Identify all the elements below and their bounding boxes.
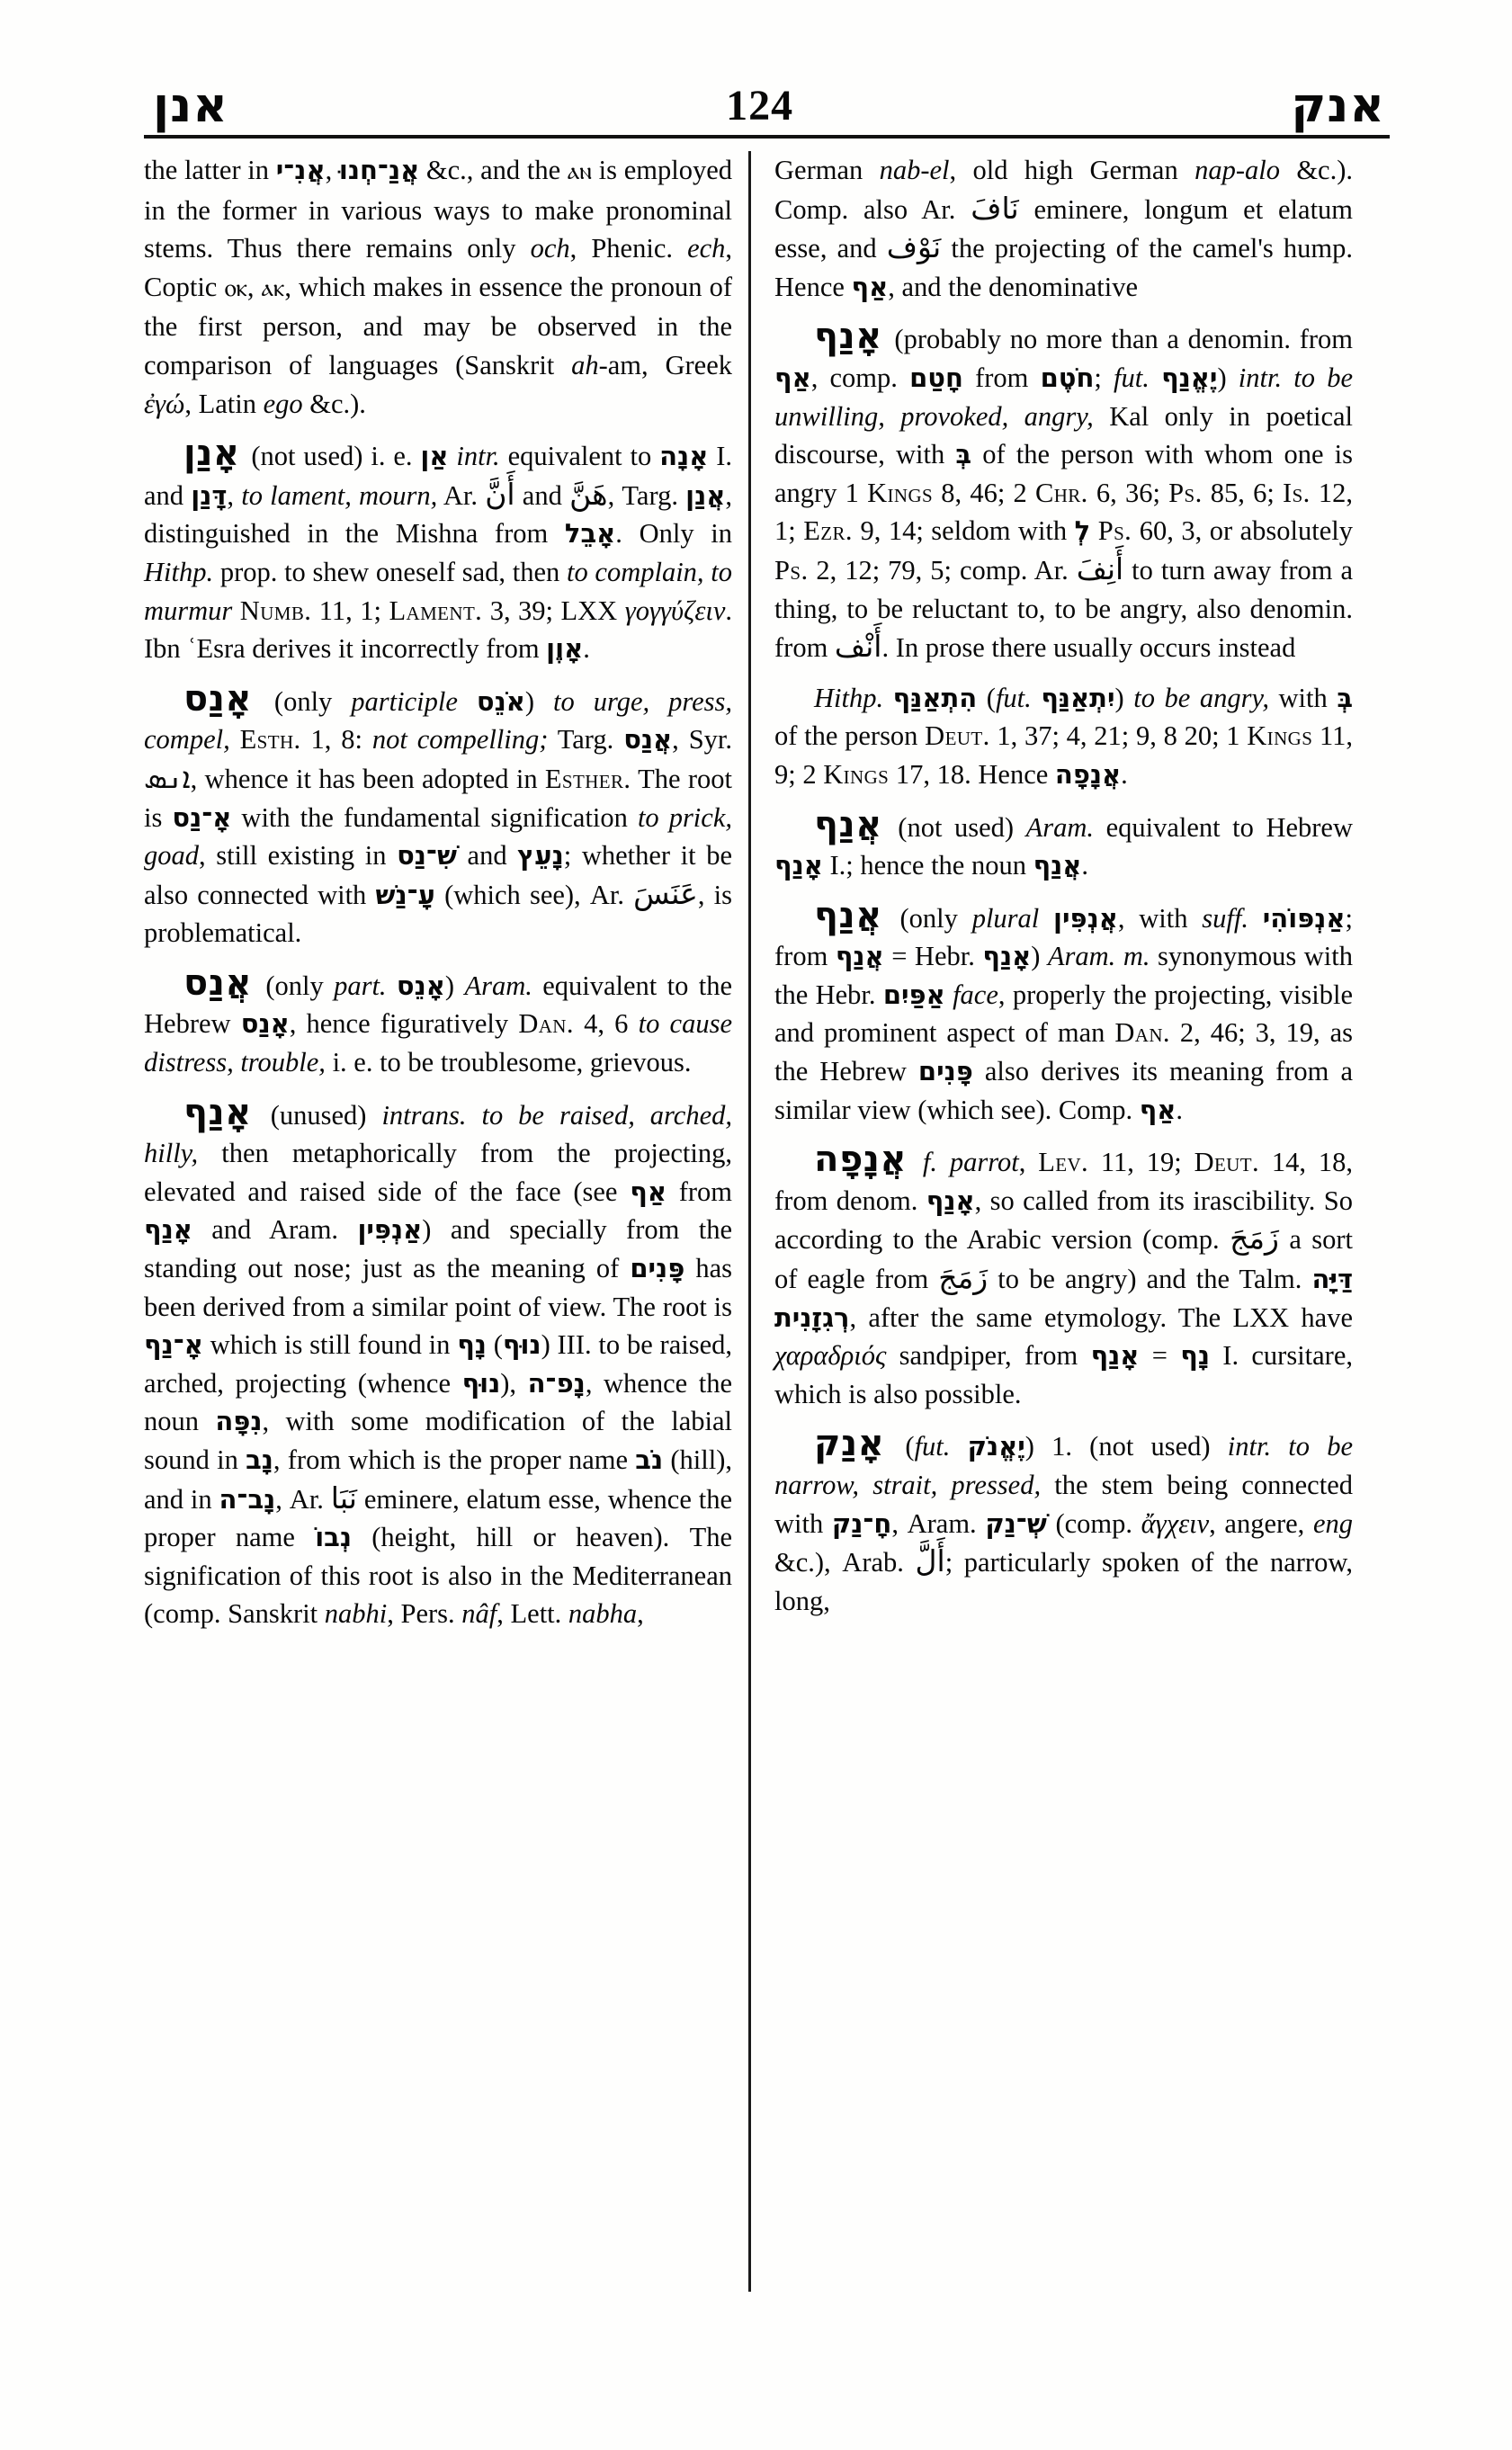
column-right [748,151,1353,2292]
arabic-word: نَافَ [971,190,1019,226]
entry-headword: אֲנַף [814,803,882,845]
dictionary-entry: אָנַף (unused) intrans. to be raised, arched, hilly, then metaphorically from the projecting, elevated and raised side of the face (see אַף from אָנַף and Aram. אַנְפִּין) and specially from the standing out nose; just as the meaning of פָּנִים has been derived from a similar point of view. The root is אָ־נַף which is still found in נָף (נוּף) III. to be raised, arched, projecting (whence נוּף), נָפ־ה, whence the noun נִפָּה, with some modification of the labial sound in נָב, from which is the proper name נֹב (hill), and in נָב־ה, Ar. نَبَا eminere, elatum esse, whence the proper name נְבוֹ (height, hill or heaven). The signification of this root is also in the Mediterranean (comp. Sanskrit nabhi, Pers. nâf, Lett. nabha, [144,1091,733,1630]
hebrew-word: אַף [851,271,889,302]
hebrew-word: נֹב [635,1444,664,1475]
hebrew-word: אָ־נַף [144,1329,203,1361]
column-container [144,151,1390,2292]
hebrew-word: אַנְפִּין [357,1214,423,1246]
hebrew-word: אָבֵל [564,518,616,550]
hebrew-word: נָף [1180,1340,1210,1372]
hebrew-word: אָנַף [926,1185,975,1216]
dictionary-entry: אָנַן (not used) i. e. אַן intr. equivalent to אָנָה I. and דָּנַן, to lament, mourn, Ar. أَنَّ and هَنَّ, Targ. אֲנַן, distinguished in the Mishna from אָבֵל. Only in Hithp. prop. to shew oneself sad, then to complain, to murmur Numb. 11, 1; Lament. 3, 39; LXX γογγύζειν. Ibn ʿEsra derives it incorrectly from אָוֶן. [144,433,733,665]
dictionary-entry: אֲנַס (only part. אָנֵס) Aram. equivalent to the Hebrew אָנַס, hence figuratively Dan. 4, 6 to cause distress, trouble, i. e. to be troublesome, grievous. [144,961,732,1078]
hebrew-word: אֲנַף [1033,850,1082,881]
hebrew-word: אֲנְפִּין [1053,902,1118,934]
hebrew-word: יֶאֱנֹק [967,1431,1025,1462]
hebrew-word: נָפ־ה [527,1367,586,1399]
hebrew-word: אָנַף [144,1214,192,1246]
arabic-word: هَنَّ [569,476,608,512]
hebrew-word: דַּיָּה רְגִזָנִית [774,1264,1353,1333]
running-head [153,56,1385,131]
hebrew-word: חָטַם [909,362,963,393]
hebrew-word: חָ־נַק [831,1507,892,1539]
hebrew-word: נָב־ה [219,1483,276,1515]
entry-headword: אָנַס [183,677,252,720]
entry-headword: אָנַף [183,1091,252,1133]
hebrew-word: נוּף [502,1329,541,1361]
greek-word: ἐγώ [144,388,185,419]
hebrew-word: עָ־נַשׁ [375,879,435,910]
hebrew-word: אֲנִ־י [275,155,326,185]
arabic-word: عَنَسَ [633,875,698,911]
coptic-letters: ⲁⲛ [567,157,592,185]
dictionary-entry: אֲנָפָה f. parrot, Lev. 11, 19; Deut. 14, 18, from denom. אָנַף, so called from its irascibility. So according to the Arabic version (comp. زَمَجَ a sort of eagle from زَمَجَ to be angry) and the Talm. דַּיָּה רְגִזָנִית, after the same etymology. The LXX have χαραδριός sandpiper, from אָנַף = נָף I. cursitare, which is also possible. [774,1139,1354,1409]
dictionary-entry: אָנַק (fut. יֶאֱנֹק) 1. (not used) intr. to be narrow, strait, pressed, the stem being connected with חָ־נַק, Aram. שְׁ־נַק (comp. ἄγχειν, angere, eng &c.), Arab. أَلَّ; particularly spoken of the narrow, long, [774,1423,1353,1616]
hebrew-word: לְ [1074,515,1091,547]
conjugation-block: Hithp. הִתְאַנַּף (fut. יִתְאַנַּף) to be angry, with בְּ of the person Deut. 1, 37; 4, 21; 9, 8 20; 1 Kings 11, 9; 2 Kings 17, 18. Hence אֲנָפָה. [774,682,1354,790]
hebrew-word: נָף [457,1329,487,1361]
entry-headword: אָנַן [183,433,240,475]
hebrew-word: אַף [630,1176,667,1207]
entry-headword: אֲנַף [814,894,882,936]
hebrew-word: אָ־נַס [172,801,232,833]
hebrew-word: אָנַף [982,941,1032,972]
hebrew-word: נָעֵץ [517,840,564,872]
arabic-word: زَمَجَ [938,1260,989,1296]
entry-headword: אָנַף [814,316,882,358]
hebrew-word: אַן [420,441,449,472]
arabic-word: أَنِفَ [1076,550,1124,586]
hebrew-word: בְּ [1337,682,1353,713]
arabic-word: نَوْف [886,229,942,265]
arabic-word: أَنْف [834,629,882,665]
entry-headword: אָנַק [814,1423,885,1465]
dictionary-entry: אָנַס (only participle אֹנֵס) to urge, press, compel, Esth. 1, 8: not compelling; Targ. אֲנַס, Syr. ܐܢܣ, whence it has been adopted in Esther. The root is אָ־נַס with the fundamental signification to prick, goad, still existing in שִׁ־נַס and נָעֵץ; whether it be also connected with עָ־נַשׁ (which see), Ar. عَنَسَ, is problematical. [144,677,733,949]
coptic-letters: ⲁⲕ [261,273,285,302]
hebrew-word: יֶאֱנַף [1161,362,1218,393]
dictionary-entry: אֲנַף (only plural אֲנְפִּין, with suff. אַנְפּוֹהִי; from אֲנַף = Hebr. אָנַף) Aram. m. synonymous with the Hebr. אַפַּיִם face, properly the projecting, visible and prominent aspect of man Dan. 2, 46; 3, 19, as the Hebrew פָּנִים also derives its meaning from a similar view (which see). Comp. אַף. [774,894,1353,1125]
hebrew-word: פָּנִים [917,1056,973,1087]
hebrew-word: אַפַּיִם [882,979,945,1010]
hebrew-word: נוּף [461,1367,501,1399]
hebrew-word: אָנַף [1090,1340,1140,1372]
hebrew-word: דָּנַן [191,479,228,511]
hebrew-word: אָנַס [240,1008,290,1040]
hebrew-word: אָנֵס [396,970,445,1001]
arabic-word: أَنَّ [485,476,515,512]
header-rule [144,135,1390,139]
greek-word: ἄγχειν [1141,1507,1210,1539]
page-number: 124 [726,82,794,130]
hebrew-word: אֹנֵס [476,685,525,717]
paragraph-continuation: German nab-el, old high German nap-alo &c.). Comp. also Ar. نَافَ eminere, longum et elatum esse, and نَوْف the projecting of the camel's hump. Hence אַף, and the denominative [774,155,1354,302]
dictionary-entry: אֲנַף (not used) Aram. equivalent to Hebrew אָנַף I.; hence the noun אֲנַף. [774,803,1353,881]
coptic-letters: ⲟⲕ [224,273,247,302]
entry-headword: אֲנַס [183,961,252,1004]
hebrew-word: אָוֶן [546,633,584,665]
catchword-left: אנן [153,78,228,133]
hebrew-word: אֲנַף [835,941,884,972]
arabic-word: أَلَّ [915,1543,945,1579]
dictionary-entry: אָנַף (probably no more than a denomin. from אַף, comp. חָטַם from חֹטֶם; fut. יֶאֱנַף) intr. to be unwilling, provoked, angry, Kal only in poetical discourse, with בְּ of the person with whom one is angry 1 Kings 8, 46; 2 Chr. 6, 36; Ps. 85, 6; Is. 12, 1; Ezr. 9, 14; seldom with לְ Ps. 60, 3, or absolutely Ps. 2, 12; 79, 5; comp. Ar. أَنِفَ to turn away from a thing, to be reluctant to, to be angry, also denomin. from أَنْف. In prose there usually occurs instead [774,316,1354,665]
hebrew-word: אַף [774,362,811,393]
greek-word: γογγύζειν [624,595,726,626]
hebrew-word: נְבוֹ [315,1522,352,1553]
hebrew-word: אַף [1139,1094,1176,1125]
hebrew-word: אֲנַס [623,724,673,756]
hebrew-word: בְּ [955,439,972,470]
entry-headword: אֲנָפָה [814,1139,908,1181]
column-left [144,151,748,2292]
hebrew-word: אָנַף [774,850,823,881]
hebrew-word: אָנָה [659,441,709,472]
hebrew-word: שִׁ־נַס [397,840,457,872]
hebrew-word: הִתְאַנַּף [892,682,978,713]
hebrew-word: נָב [246,1444,273,1475]
arabic-word: زَمَجَ [1230,1221,1279,1256]
greek-word: χαραδριός [774,1340,887,1372]
hebrew-word: פָּנִים [630,1253,685,1284]
catchword-right: אנק [1291,78,1385,133]
hebrew-word: נִפָּה [215,1406,263,1437]
hebrew-word: אֲנַ־חְנוּ [338,155,420,185]
arabic-word: نَبَا [330,1480,357,1516]
hebrew-word: חֹטֶם [1040,362,1095,393]
hebrew-word: שְׁ־נַק [985,1507,1047,1539]
hebrew-word: אֲנָפָה [1054,758,1122,790]
syriac-word: ܐܢܣ [144,759,191,795]
hebrew-word: אֲנַן [685,479,726,511]
paragraph-continuation: the latter in אֲנִ־י, אֲנַ־חְנוּ &c., and the ⲁⲛ is employed in the former in various ways to make pronominal stems. Thus there remains only och, Phenic. ech, Coptic ⲟⲕ, ⲁⲕ, which makes in essence the pronoun of the first person, and may be observed in the comparison of languages (Sanskrit ah-am, Greek ἐγώ, Latin ego &c.). [144,155,733,419]
hebrew-word: יִתְאַנַּף [1041,682,1115,713]
hebrew-word: אַנְפּוֹהִי [1262,902,1346,934]
